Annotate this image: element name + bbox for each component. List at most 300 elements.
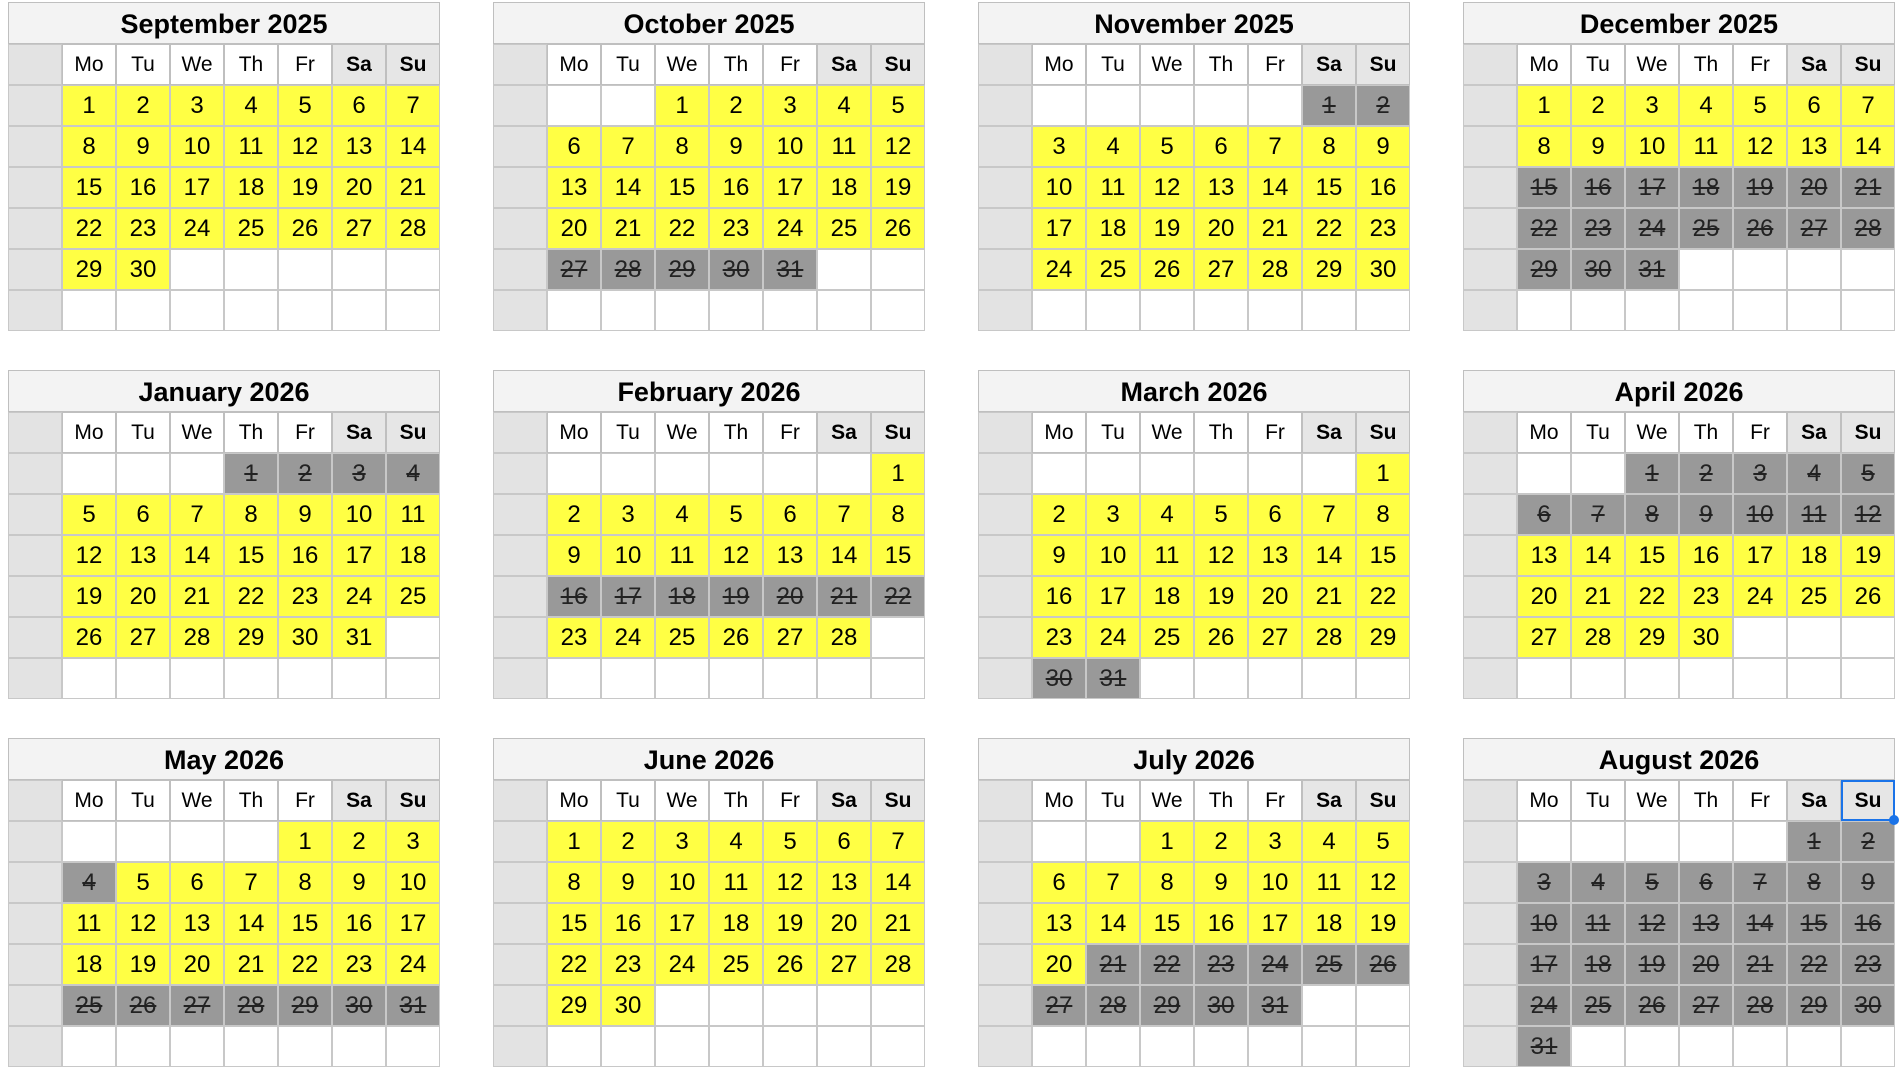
day-cell[interactable]: 26 <box>1625 985 1679 1026</box>
day-cell[interactable]: 5 <box>763 821 817 862</box>
day-cell[interactable]: 2 <box>547 494 601 535</box>
row-header-cell[interactable] <box>8 903 62 944</box>
day-cell[interactable]: 7 <box>1841 85 1895 126</box>
day-cell[interactable]: 18 <box>1787 535 1841 576</box>
day-cell[interactable]: 19 <box>116 944 170 985</box>
day-cell[interactable]: 11 <box>709 862 763 903</box>
empty-cell[interactable] <box>386 290 440 331</box>
day-cell[interactable]: 17 <box>1625 167 1679 208</box>
day-cell[interactable]: 13 <box>332 126 386 167</box>
day-cell[interactable]: 22 <box>62 208 116 249</box>
empty-cell[interactable] <box>1248 658 1302 699</box>
day-cell[interactable]: 19 <box>763 903 817 944</box>
day-cell[interactable]: 8 <box>1787 862 1841 903</box>
row-header-cell[interactable] <box>1463 780 1517 821</box>
row-header-cell[interactable] <box>493 126 547 167</box>
row-header-cell[interactable] <box>978 412 1032 453</box>
weekday-header[interactable]: Sa <box>1302 44 1356 85</box>
weekday-header[interactable]: Mo <box>1517 44 1571 85</box>
row-header-cell[interactable] <box>978 1026 1032 1067</box>
empty-cell[interactable] <box>116 658 170 699</box>
weekday-header[interactable]: Sa <box>817 44 871 85</box>
empty-cell[interactable] <box>116 453 170 494</box>
day-cell[interactable]: 27 <box>1517 617 1571 658</box>
day-cell[interactable]: 2 <box>278 453 332 494</box>
day-cell[interactable]: 27 <box>547 249 601 290</box>
day-cell[interactable]: 23 <box>1356 208 1410 249</box>
day-cell[interactable]: 20 <box>817 903 871 944</box>
day-cell[interactable]: 26 <box>1733 208 1787 249</box>
day-cell[interactable]: 1 <box>871 453 925 494</box>
day-cell[interactable]: 18 <box>1140 576 1194 617</box>
empty-cell[interactable] <box>763 1026 817 1067</box>
day-cell[interactable]: 9 <box>1841 862 1895 903</box>
empty-cell[interactable] <box>224 658 278 699</box>
empty-cell[interactable] <box>1032 290 1086 331</box>
day-cell[interactable]: 10 <box>1625 126 1679 167</box>
day-cell[interactable]: 19 <box>62 576 116 617</box>
row-header-cell[interactable] <box>8 780 62 821</box>
row-header-cell[interactable] <box>978 985 1032 1026</box>
empty-cell[interactable] <box>1733 617 1787 658</box>
day-cell[interactable]: 2 <box>1679 453 1733 494</box>
day-cell[interactable]: 27 <box>1032 985 1086 1026</box>
empty-cell[interactable] <box>224 821 278 862</box>
day-cell[interactable]: 24 <box>601 617 655 658</box>
weekday-header[interactable]: Fr <box>278 44 332 85</box>
empty-cell[interactable] <box>709 290 763 331</box>
day-cell[interactable]: 29 <box>547 985 601 1026</box>
row-header-cell[interactable] <box>978 944 1032 985</box>
day-cell[interactable]: 18 <box>1086 208 1140 249</box>
day-cell[interactable]: 11 <box>1787 494 1841 535</box>
row-header-cell[interactable] <box>8 44 62 85</box>
empty-cell[interactable] <box>817 985 871 1026</box>
day-cell[interactable]: 4 <box>1571 862 1625 903</box>
day-cell[interactable]: 17 <box>1517 944 1571 985</box>
day-cell[interactable]: 3 <box>1733 453 1787 494</box>
row-header-cell[interactable] <box>978 208 1032 249</box>
day-cell[interactable]: 3 <box>1248 821 1302 862</box>
weekday-header[interactable]: Mo <box>547 780 601 821</box>
empty-cell[interactable] <box>332 290 386 331</box>
day-cell[interactable]: 23 <box>1032 617 1086 658</box>
day-cell[interactable]: 21 <box>817 576 871 617</box>
day-cell[interactable]: 28 <box>1302 617 1356 658</box>
day-cell[interactable]: 25 <box>1302 944 1356 985</box>
day-cell[interactable]: 20 <box>1787 167 1841 208</box>
day-cell[interactable]: 6 <box>1679 862 1733 903</box>
weekday-header[interactable]: Tu <box>1571 44 1625 85</box>
row-header-cell[interactable] <box>1463 576 1517 617</box>
weekday-header[interactable]: Tu <box>1086 412 1140 453</box>
day-cell[interactable]: 21 <box>601 208 655 249</box>
weekday-header[interactable]: We <box>1140 44 1194 85</box>
day-cell[interactable]: 27 <box>170 985 224 1026</box>
day-cell[interactable]: 23 <box>116 208 170 249</box>
empty-cell[interactable] <box>170 821 224 862</box>
day-cell[interactable]: 12 <box>1625 903 1679 944</box>
row-header-cell[interactable] <box>1463 821 1517 862</box>
row-header-cell[interactable] <box>978 862 1032 903</box>
weekday-header[interactable]: Sa <box>817 780 871 821</box>
day-cell[interactable]: 17 <box>601 576 655 617</box>
empty-cell[interactable] <box>1356 1026 1410 1067</box>
day-cell[interactable]: 7 <box>1086 862 1140 903</box>
day-cell[interactable]: 22 <box>547 944 601 985</box>
row-header-cell[interactable] <box>493 903 547 944</box>
row-header-cell[interactable] <box>493 1026 547 1067</box>
row-header-cell[interactable] <box>1463 494 1517 535</box>
day-cell[interactable]: 9 <box>1032 535 1086 576</box>
empty-cell[interactable] <box>1517 453 1571 494</box>
day-cell[interactable]: 2 <box>116 85 170 126</box>
day-cell[interactable]: 23 <box>278 576 332 617</box>
day-cell[interactable]: 7 <box>601 126 655 167</box>
day-cell[interactable]: 10 <box>1733 494 1787 535</box>
day-cell[interactable]: 27 <box>763 617 817 658</box>
empty-cell[interactable] <box>224 290 278 331</box>
weekday-header[interactable]: We <box>1140 780 1194 821</box>
month-title[interactable]: June 2026 <box>493 738 925 780</box>
empty-cell[interactable] <box>1302 290 1356 331</box>
day-cell[interactable]: 29 <box>1356 617 1410 658</box>
day-cell[interactable]: 7 <box>1571 494 1625 535</box>
weekday-header[interactable]: Th <box>709 780 763 821</box>
row-header-cell[interactable] <box>1463 453 1517 494</box>
weekday-header[interactable]: Tu <box>1571 780 1625 821</box>
day-cell[interactable]: 10 <box>1517 903 1571 944</box>
day-cell[interactable]: 31 <box>386 985 440 1026</box>
day-cell[interactable]: 11 <box>1302 862 1356 903</box>
weekday-header[interactable]: Fr <box>1733 412 1787 453</box>
day-cell[interactable]: 28 <box>170 617 224 658</box>
day-cell[interactable]: 13 <box>1517 535 1571 576</box>
day-cell[interactable]: 31 <box>763 249 817 290</box>
day-cell[interactable]: 2 <box>1571 85 1625 126</box>
day-cell[interactable]: 3 <box>655 821 709 862</box>
empty-cell[interactable] <box>1032 821 1086 862</box>
day-cell[interactable]: 10 <box>170 126 224 167</box>
empty-cell[interactable] <box>62 1026 116 1067</box>
empty-cell[interactable] <box>1032 85 1086 126</box>
day-cell[interactable]: 4 <box>1787 453 1841 494</box>
row-header-cell[interactable] <box>978 453 1032 494</box>
day-cell[interactable]: 5 <box>116 862 170 903</box>
day-cell[interactable]: 5 <box>1194 494 1248 535</box>
weekday-header[interactable]: Fr <box>763 780 817 821</box>
row-header-cell[interactable] <box>493 167 547 208</box>
day-cell[interactable]: 28 <box>1571 617 1625 658</box>
empty-cell[interactable] <box>1194 658 1248 699</box>
day-cell[interactable]: 26 <box>1841 576 1895 617</box>
empty-cell[interactable] <box>1086 290 1140 331</box>
day-cell[interactable]: 30 <box>1356 249 1410 290</box>
day-cell[interactable]: 11 <box>386 494 440 535</box>
day-cell[interactable]: 30 <box>709 249 763 290</box>
empty-cell[interactable] <box>763 658 817 699</box>
day-cell[interactable]: 31 <box>1086 658 1140 699</box>
day-cell[interactable]: 16 <box>601 903 655 944</box>
day-cell[interactable]: 13 <box>116 535 170 576</box>
day-cell[interactable]: 1 <box>1356 453 1410 494</box>
empty-cell[interactable] <box>1787 617 1841 658</box>
weekday-header[interactable]: Th <box>1679 44 1733 85</box>
day-cell[interactable]: 19 <box>1356 903 1410 944</box>
empty-cell[interactable] <box>1194 85 1248 126</box>
empty-cell[interactable] <box>1086 821 1140 862</box>
day-cell[interactable]: 14 <box>817 535 871 576</box>
day-cell[interactable]: 16 <box>116 167 170 208</box>
row-header-cell[interactable] <box>8 249 62 290</box>
day-cell[interactable]: 20 <box>332 167 386 208</box>
day-cell[interactable]: 15 <box>1140 903 1194 944</box>
day-cell[interactable]: 11 <box>817 126 871 167</box>
day-cell[interactable]: 11 <box>1571 903 1625 944</box>
weekday-header[interactable]: We <box>1625 44 1679 85</box>
weekday-header[interactable]: Su <box>1841 44 1895 85</box>
day-cell[interactable]: 5 <box>1140 126 1194 167</box>
month-title[interactable]: March 2026 <box>978 370 1410 412</box>
day-cell[interactable]: 13 <box>1787 126 1841 167</box>
day-cell[interactable]: 24 <box>1032 249 1086 290</box>
day-cell[interactable]: 8 <box>1302 126 1356 167</box>
day-cell[interactable]: 17 <box>1248 903 1302 944</box>
day-cell[interactable]: 8 <box>1140 862 1194 903</box>
day-cell[interactable]: 12 <box>871 126 925 167</box>
row-header-cell[interactable] <box>1463 903 1517 944</box>
weekday-header[interactable]: Fr <box>1248 412 1302 453</box>
day-cell[interactable]: 6 <box>170 862 224 903</box>
selected-cell[interactable]: Su <box>1841 780 1895 821</box>
day-cell[interactable]: 13 <box>763 535 817 576</box>
weekday-header[interactable]: Th <box>1679 780 1733 821</box>
day-cell[interactable]: 15 <box>224 535 278 576</box>
day-cell[interactable]: 7 <box>817 494 871 535</box>
weekday-header[interactable]: Su <box>386 412 440 453</box>
empty-cell[interactable] <box>116 1026 170 1067</box>
day-cell[interactable]: 24 <box>1733 576 1787 617</box>
weekday-header[interactable]: Su <box>1356 44 1410 85</box>
day-cell[interactable]: 28 <box>1086 985 1140 1026</box>
weekday-header[interactable]: Mo <box>1517 780 1571 821</box>
day-cell[interactable]: 29 <box>278 985 332 1026</box>
empty-cell[interactable] <box>871 290 925 331</box>
empty-cell[interactable] <box>655 1026 709 1067</box>
day-cell[interactable]: 24 <box>763 208 817 249</box>
row-header-cell[interactable] <box>493 658 547 699</box>
empty-cell[interactable] <box>1302 1026 1356 1067</box>
day-cell[interactable]: 3 <box>763 85 817 126</box>
row-header-cell[interactable] <box>493 290 547 331</box>
day-cell[interactable]: 8 <box>547 862 601 903</box>
day-cell[interactable]: 25 <box>1571 985 1625 1026</box>
weekday-header[interactable]: Mo <box>1032 44 1086 85</box>
day-cell[interactable]: 15 <box>1356 535 1410 576</box>
day-cell[interactable]: 12 <box>1356 862 1410 903</box>
day-cell[interactable]: 7 <box>871 821 925 862</box>
empty-cell[interactable] <box>547 85 601 126</box>
day-cell[interactable]: 19 <box>278 167 332 208</box>
empty-cell[interactable] <box>1140 453 1194 494</box>
row-header-cell[interactable] <box>978 535 1032 576</box>
row-header-cell[interactable] <box>493 576 547 617</box>
empty-cell[interactable] <box>278 1026 332 1067</box>
empty-cell[interactable] <box>1517 658 1571 699</box>
empty-cell[interactable] <box>817 1026 871 1067</box>
row-header-cell[interactable] <box>8 535 62 576</box>
day-cell[interactable]: 24 <box>332 576 386 617</box>
day-cell[interactable]: 25 <box>655 617 709 658</box>
day-cell[interactable]: 20 <box>1032 944 1086 985</box>
row-header-cell[interactable] <box>8 167 62 208</box>
day-cell[interactable]: 17 <box>332 535 386 576</box>
day-cell[interactable]: 13 <box>547 167 601 208</box>
weekday-header[interactable]: We <box>655 412 709 453</box>
empty-cell[interactable] <box>871 617 925 658</box>
weekday-header[interactable]: We <box>170 412 224 453</box>
day-cell[interactable]: 18 <box>1302 903 1356 944</box>
day-cell[interactable]: 26 <box>709 617 763 658</box>
day-cell[interactable]: 29 <box>1140 985 1194 1026</box>
day-cell[interactable]: 20 <box>116 576 170 617</box>
empty-cell[interactable] <box>1140 85 1194 126</box>
empty-cell[interactable] <box>655 290 709 331</box>
weekday-header[interactable]: Sa <box>332 412 386 453</box>
row-header-cell[interactable] <box>978 167 1032 208</box>
day-cell[interactable]: 16 <box>1679 535 1733 576</box>
weekday-header[interactable]: Th <box>1679 412 1733 453</box>
day-cell[interactable]: 4 <box>1086 126 1140 167</box>
empty-cell[interactable] <box>1571 658 1625 699</box>
day-cell[interactable]: 16 <box>709 167 763 208</box>
empty-cell[interactable] <box>1194 1026 1248 1067</box>
weekday-header[interactable]: Tu <box>601 44 655 85</box>
day-cell[interactable]: 14 <box>871 862 925 903</box>
weekday-header[interactable]: Th <box>224 780 278 821</box>
weekday-header[interactable]: Sa <box>1787 44 1841 85</box>
day-cell[interactable]: 14 <box>170 535 224 576</box>
row-header-cell[interactable] <box>978 249 1032 290</box>
day-cell[interactable]: 19 <box>871 167 925 208</box>
row-header-cell[interactable] <box>1463 944 1517 985</box>
day-cell[interactable]: 6 <box>1248 494 1302 535</box>
day-cell[interactable]: 22 <box>655 208 709 249</box>
day-cell[interactable]: 9 <box>1194 862 1248 903</box>
day-cell[interactable]: 6 <box>763 494 817 535</box>
empty-cell[interactable] <box>1302 453 1356 494</box>
weekday-header[interactable]: Sa <box>1787 412 1841 453</box>
day-cell[interactable]: 6 <box>1517 494 1571 535</box>
day-cell[interactable]: 27 <box>116 617 170 658</box>
day-cell[interactable]: 12 <box>763 862 817 903</box>
day-cell[interactable]: 23 <box>601 944 655 985</box>
day-cell[interactable]: 30 <box>116 249 170 290</box>
day-cell[interactable]: 1 <box>1787 821 1841 862</box>
day-cell[interactable]: 8 <box>1356 494 1410 535</box>
empty-cell[interactable] <box>1787 658 1841 699</box>
row-header-cell[interactable] <box>978 821 1032 862</box>
day-cell[interactable]: 12 <box>278 126 332 167</box>
day-cell[interactable]: 27 <box>1248 617 1302 658</box>
empty-cell[interactable] <box>709 453 763 494</box>
day-cell[interactable]: 8 <box>278 862 332 903</box>
day-cell[interactable]: 29 <box>62 249 116 290</box>
day-cell[interactable]: 17 <box>1086 576 1140 617</box>
empty-cell[interactable] <box>871 1026 925 1067</box>
row-header-cell[interactable] <box>978 903 1032 944</box>
day-cell[interactable]: 22 <box>278 944 332 985</box>
day-cell[interactable]: 30 <box>1679 617 1733 658</box>
empty-cell[interactable] <box>1571 453 1625 494</box>
row-header-cell[interactable] <box>978 617 1032 658</box>
day-cell[interactable]: 29 <box>655 249 709 290</box>
day-cell[interactable]: 30 <box>601 985 655 1026</box>
day-cell[interactable]: 11 <box>655 535 709 576</box>
weekday-header[interactable]: Tu <box>1086 44 1140 85</box>
month-title[interactable]: November 2025 <box>978 2 1410 44</box>
weekday-header[interactable]: Tu <box>601 780 655 821</box>
day-cell[interactable]: 23 <box>547 617 601 658</box>
empty-cell[interactable] <box>1571 290 1625 331</box>
day-cell[interactable]: 7 <box>1302 494 1356 535</box>
empty-cell[interactable] <box>871 658 925 699</box>
day-cell[interactable]: 20 <box>170 944 224 985</box>
day-cell[interactable]: 21 <box>386 167 440 208</box>
empty-cell[interactable] <box>386 1026 440 1067</box>
day-cell[interactable]: 19 <box>1140 208 1194 249</box>
day-cell[interactable]: 25 <box>1679 208 1733 249</box>
weekday-header[interactable]: We <box>1140 412 1194 453</box>
month-title[interactable]: May 2026 <box>8 738 440 780</box>
day-cell[interactable]: 9 <box>601 862 655 903</box>
day-cell[interactable]: 6 <box>1194 126 1248 167</box>
weekday-header[interactable]: Tu <box>116 44 170 85</box>
empty-cell[interactable] <box>1356 985 1410 1026</box>
row-header-cell[interactable] <box>493 208 547 249</box>
weekday-header[interactable]: Mo <box>1032 780 1086 821</box>
day-cell[interactable]: 4 <box>1679 85 1733 126</box>
day-cell[interactable]: 1 <box>278 821 332 862</box>
empty-cell[interactable] <box>1032 1026 1086 1067</box>
day-cell[interactable]: 29 <box>224 617 278 658</box>
day-cell[interactable]: 10 <box>655 862 709 903</box>
row-header-cell[interactable] <box>978 494 1032 535</box>
day-cell[interactable]: 11 <box>62 903 116 944</box>
day-cell[interactable]: 22 <box>224 576 278 617</box>
day-cell[interactable]: 18 <box>62 944 116 985</box>
empty-cell[interactable] <box>1679 1026 1733 1067</box>
empty-cell[interactable] <box>1679 290 1733 331</box>
empty-cell[interactable] <box>1248 453 1302 494</box>
empty-cell[interactable] <box>601 290 655 331</box>
row-header-cell[interactable] <box>1463 126 1517 167</box>
empty-cell[interactable] <box>1248 85 1302 126</box>
day-cell[interactable]: 28 <box>386 208 440 249</box>
row-header-cell[interactable] <box>8 821 62 862</box>
day-cell[interactable]: 22 <box>1517 208 1571 249</box>
day-cell[interactable]: 3 <box>170 85 224 126</box>
day-cell[interactable]: 8 <box>62 126 116 167</box>
day-cell[interactable]: 29 <box>1625 617 1679 658</box>
row-header-cell[interactable] <box>1463 412 1517 453</box>
empty-cell[interactable] <box>871 985 925 1026</box>
empty-cell[interactable] <box>62 658 116 699</box>
empty-cell[interactable] <box>62 821 116 862</box>
weekday-header[interactable]: Fr <box>278 412 332 453</box>
day-cell[interactable]: 15 <box>1517 167 1571 208</box>
day-cell[interactable]: 1 <box>1625 453 1679 494</box>
